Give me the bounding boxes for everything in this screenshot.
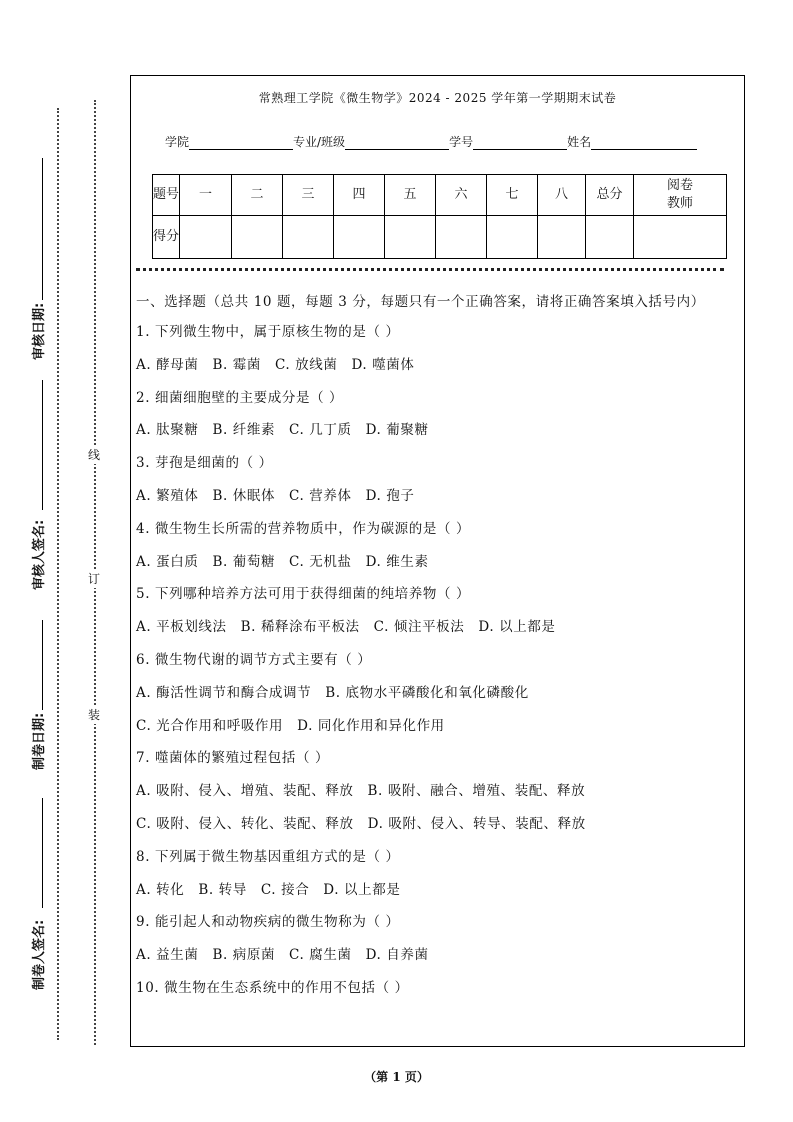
score-cell[interactable]	[487, 216, 538, 259]
option-text: D. 孢子	[365, 487, 415, 504]
option-text: A. 繁殖体	[136, 487, 199, 504]
college-label: 学院	[165, 135, 190, 149]
option-text: C. 接合	[260, 881, 310, 898]
option-text: C. 倾注平板法	[373, 619, 465, 636]
margin-dotted-line-outer	[57, 108, 59, 1040]
option-row	[136, 714, 730, 747]
review-date-label: 审核日期:	[32, 302, 47, 360]
score-table-score-row	[153, 216, 727, 259]
section-divider	[136, 268, 724, 271]
option-text: B. 稀释涂布平板法	[240, 619, 360, 636]
score-header-cell: 六	[436, 175, 487, 216]
question-text: 6. 微生物代谢的调节方式主要有（ ）	[136, 651, 372, 668]
paper-maker-signature-label: 制卷人签名:	[32, 919, 47, 990]
score-header-cell: 题号	[153, 175, 180, 216]
student-id-label: 学号	[449, 135, 474, 149]
question-item	[136, 320, 730, 353]
option-text: B. 底物水平磷酸化和氧化磷酸化	[325, 684, 529, 701]
score-cell[interactable]	[180, 216, 232, 259]
option-text: A. 平板划线法	[136, 619, 227, 636]
option-text: A. 酵母菌	[136, 356, 199, 373]
score-cell[interactable]	[334, 216, 385, 259]
option-row	[136, 812, 730, 845]
paper-maker-signature-line[interactable]	[42, 798, 43, 908]
option-text: B. 病原菌	[212, 947, 276, 964]
reviewer-signature-line[interactable]	[42, 380, 43, 510]
score-cell[interactable]	[586, 216, 634, 259]
score-header-cell: 八	[538, 175, 586, 216]
question-item	[136, 845, 730, 878]
question-text: 10. 微生物在生态系统中的作用不包括（ ）	[136, 979, 409, 996]
option-text: A. 吸附、侵入、增殖、装配、释放	[136, 783, 354, 800]
score-header-cell: 阅卷教师	[634, 175, 727, 216]
option-row	[136, 418, 730, 451]
option-text: D. 噬菌体	[351, 356, 415, 373]
binding-char-bind: 订	[88, 572, 101, 586]
question-text: 9. 能引起人和动物疾病的微生物称为（ ）	[136, 914, 400, 931]
option-text: B. 转导	[198, 881, 247, 898]
question-text: 3. 芽孢是细菌的（ ）	[136, 455, 273, 472]
question-text: 7. 噬菌体的繁殖过程包括（ ）	[136, 750, 330, 767]
option-row	[136, 943, 730, 976]
score-cell[interactable]	[283, 216, 334, 259]
option-row	[136, 779, 730, 812]
question-item	[136, 910, 730, 943]
section-intro: 一、选择题（总共 10 题，每题 3 分，每题只有一个正确答案，请将正确答案填入括号内）	[136, 294, 705, 310]
question-text: 4. 微生物生长所需的营养物质中，作为碳源的是（ ）	[136, 520, 471, 537]
exam-frame	[130, 75, 745, 1047]
exam-title: 常熟理工学院《微生物学》2024 - 2025 学年第一学期期末试卷	[258, 91, 617, 105]
question-text: 8. 下列属于微生物基因重组方式的是（ ）	[136, 848, 400, 865]
score-header-cell: 五	[385, 175, 436, 216]
option-text: D. 维生素	[365, 553, 429, 570]
score-cell[interactable]	[634, 216, 727, 259]
college-field[interactable]	[189, 137, 293, 150]
option-text: C. 光合作用和呼吸作用	[136, 717, 284, 734]
option-text: B. 休眠体	[212, 487, 276, 504]
option-text: D. 以上都是	[478, 619, 556, 636]
option-row	[136, 550, 730, 583]
option-text: C. 无机盐	[289, 553, 352, 570]
option-text: A. 益生菌	[136, 947, 199, 964]
option-text: B. 纤维素	[212, 422, 276, 439]
question-text: 1. 下列微生物中，属于原核生物的是（ ）	[136, 324, 400, 340]
page-number: （第 1 页）	[364, 1070, 429, 1084]
score-header-cell: 一	[180, 175, 232, 216]
question-item	[136, 976, 730, 1009]
score-header-cell: 四	[334, 175, 385, 216]
student-info-row	[165, 133, 697, 150]
option-text: D. 吸附、侵入、转导、装配、释放	[367, 815, 586, 832]
question-item	[136, 746, 730, 779]
option-text: C. 吸附、侵入、转化、装配、释放	[136, 815, 354, 832]
option-text: B. 葡萄糖	[212, 553, 276, 570]
score-table-header-row	[153, 175, 727, 216]
score-cell[interactable]	[436, 216, 487, 259]
option-text: C. 营养体	[289, 487, 352, 504]
score-header-cell: 二	[232, 175, 283, 216]
option-text: A. 蛋白质	[136, 553, 199, 570]
score-cell[interactable]	[538, 216, 586, 259]
question-text: 2. 细菌细胞壁的主要成分是（ ）	[136, 389, 344, 406]
option-row	[136, 878, 730, 911]
score-header-cell: 总分	[586, 175, 634, 216]
option-row	[136, 484, 730, 517]
question-item	[136, 648, 730, 681]
name-field[interactable]	[591, 137, 697, 150]
question-text: 5. 下列哪种培养方法可用于获得细菌的纯培养物（ ）	[136, 586, 471, 603]
option-text: D. 自养菌	[365, 947, 429, 964]
student-id-field[interactable]	[473, 137, 567, 150]
option-text: B. 霉菌	[212, 356, 261, 373]
option-text: A. 肽聚糖	[136, 422, 199, 439]
option-row	[136, 353, 730, 386]
score-cell[interactable]	[232, 216, 283, 259]
question-item	[136, 451, 730, 484]
option-text: A. 转化	[136, 881, 185, 898]
question-section	[136, 291, 730, 1009]
binding-char-mount: 装	[88, 708, 101, 722]
name-label: 姓名	[567, 135, 592, 149]
option-text: D. 同化作用和异化作用	[297, 717, 445, 734]
option-text: D. 葡聚糖	[365, 422, 429, 439]
major-class-label: 专业/班级	[293, 135, 346, 149]
score-cell[interactable]	[385, 216, 436, 259]
question-item	[136, 386, 730, 419]
score-row-label: 得分	[153, 216, 180, 259]
paper-date-line[interactable]	[42, 620, 43, 710]
question-list	[136, 320, 730, 1009]
score-table	[152, 174, 727, 259]
option-row	[136, 681, 730, 714]
option-text: C. 放线菌	[274, 356, 338, 373]
option-text: D. 以上都是	[323, 881, 401, 898]
option-text: C. 几丁质	[289, 422, 352, 439]
review-date-line[interactable]	[42, 158, 43, 300]
binding-char-line: 线	[88, 448, 101, 462]
paper-date-label: 制卷日期:	[32, 712, 47, 770]
question-item	[136, 582, 730, 615]
option-row	[136, 615, 730, 648]
reviewer-signature-label: 审核人签名:	[32, 519, 47, 590]
option-text: A. 酶活性调节和酶合成调节	[136, 684, 312, 701]
score-header-cell: 三	[283, 175, 334, 216]
score-header-cell: 七	[487, 175, 538, 216]
option-text: C. 腐生菌	[289, 947, 352, 964]
question-item	[136, 517, 730, 550]
option-text: B. 吸附、融合、增殖、装配、释放	[367, 783, 586, 800]
major-class-field[interactable]	[345, 137, 449, 150]
